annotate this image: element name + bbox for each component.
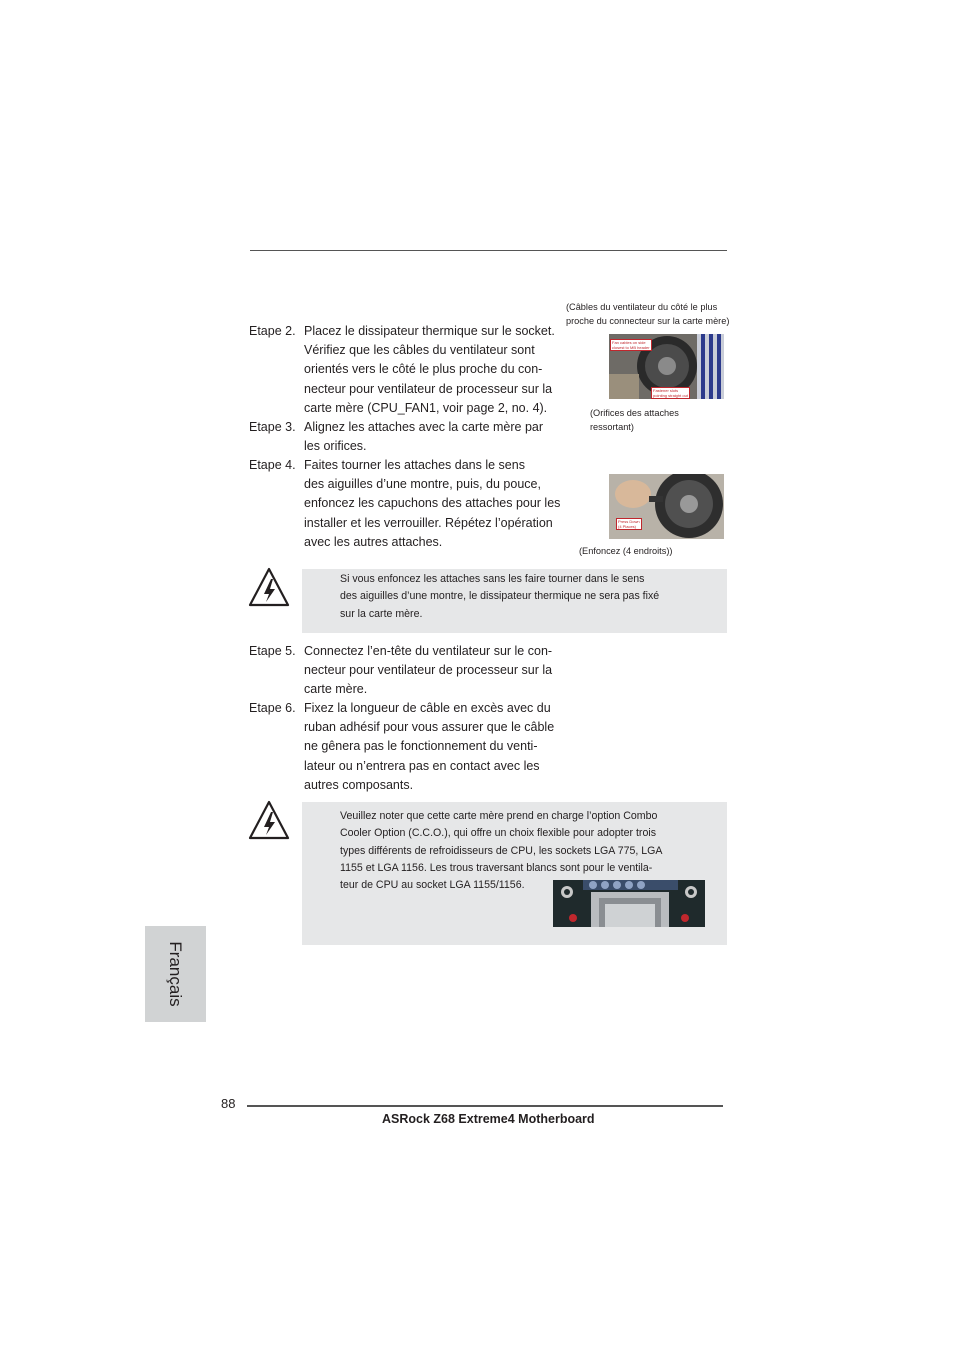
warning-triangle-icon (248, 800, 290, 840)
warning-triangle-icon (248, 567, 290, 607)
photo-tag: Fastener slots pointing straight out (653, 388, 688, 398)
step-label: Etape 2. (249, 324, 296, 338)
step-label: Etape 3. (249, 420, 296, 434)
note-text: Veuillez noter que cette carte mère prend en charge l’option Combo Cooler Option (C.C.O.), qui offre un choix flexible pour adopter trois types différents de refroidisseurs de CPU, les sockets LGA 775, LGA 1155 et LGA 1156. Les trous traversant blancs sont pour le ventila- teur de CPU au socket LGA 1155/1156. (340, 810, 663, 892)
caption-fastener-slots: (Orifices des attaches ressortant) (590, 408, 679, 432)
top-rule (250, 250, 727, 251)
step-label: Etape 6. (249, 701, 296, 715)
footer-title: ASRock Z68 Extreme4 Motherboard (382, 1112, 595, 1126)
fan-cables-photo (609, 334, 724, 399)
step-text: Alignez les attaches avec la carte mère par les orifices. (304, 420, 544, 454)
step-label: Etape 5. (249, 644, 296, 658)
step-text: Connectez l’en-tête du ventilateur sur le con- necteur pour ventilateur de processeur sur la carte mère. (304, 644, 553, 697)
footer-rule (247, 1105, 723, 1107)
socket-photo (553, 880, 705, 927)
photo-tag: Press Down (4 Places) (618, 519, 640, 529)
press-down-photo (609, 474, 724, 539)
page-number: 88 (221, 1096, 236, 1111)
caption-fan-cables: (Câbles du ventilateur du côté le plus proche du connecteur sur la carte mère) (566, 302, 730, 326)
photo-tag: Fan cables on side closest to MB header (612, 340, 650, 350)
step-text: Fixez la longueur de câble en excès avec du ruban adhésif pour vous assurer que le câble ne gênera pas le fonctionnement du venti- lateur ou n’entrera pas en contact avec les autres composants. (304, 701, 555, 792)
step-text: Placez le dissipateur thermique sur le socket. Vérifiez que les câbles du ventilateur sont orientés vers le côté le plus proche du con- necteur pour ventilateur de processeur sur la carte mère (CPU_FAN1, voir page 2, no. 4). (304, 324, 555, 415)
caption-press-down: (Enfoncez (4 endroits)) (579, 546, 673, 556)
socket-illustration (553, 880, 705, 927)
note-text: Si vous enfoncez les attaches sans les faire tourner dans le sens des aiguilles d’une montre, le dissipateur thermique ne sera pas fixé sur la carte mère. (340, 573, 660, 620)
step-text: Faites tourner les attaches dans le sens des aiguilles d’une montre, puis, du pouce, enfoncez les capuchons des attaches pour les installer et les verrouiller. Répétez l’opération avec les autres attaches. (304, 458, 561, 549)
step-label: Etape 4. (249, 458, 296, 472)
language-tab-label: Français (166, 941, 185, 1007)
